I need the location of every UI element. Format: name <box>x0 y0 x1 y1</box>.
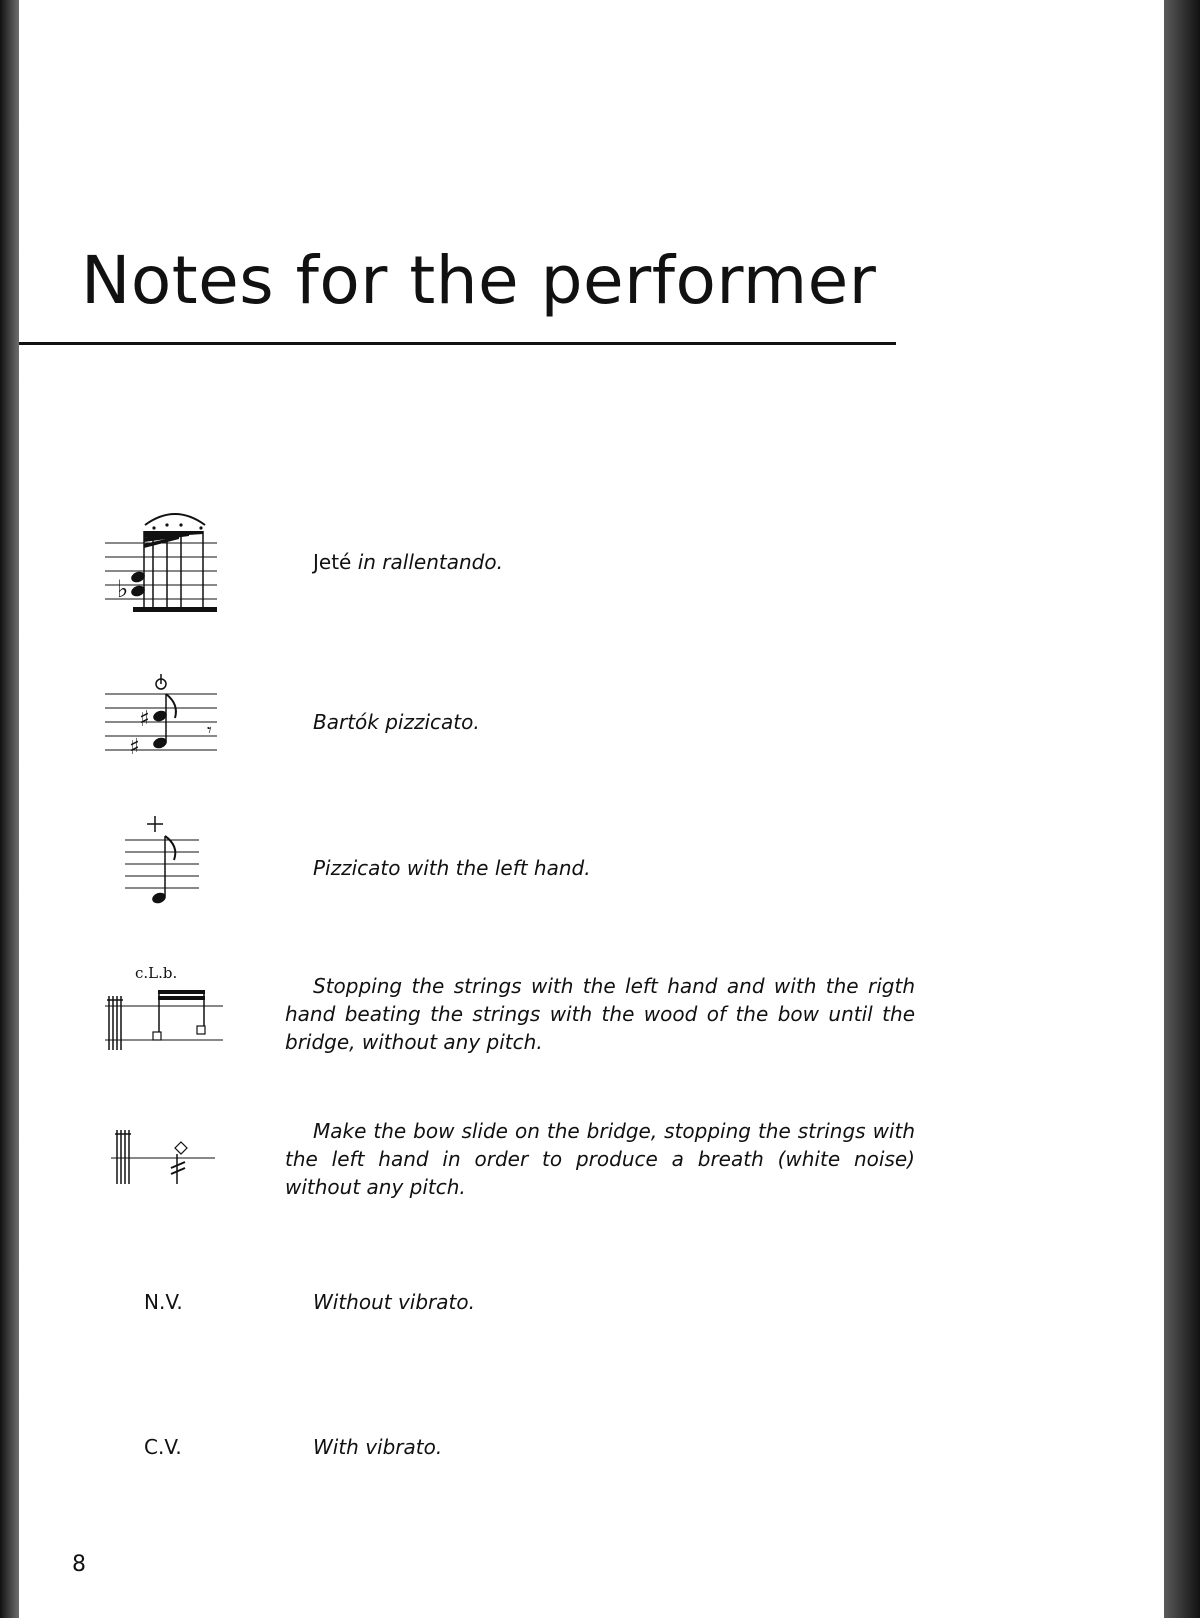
item-description: Pizzicato with the left hand. <box>313 856 591 880</box>
svg-text:♯: ♯ <box>129 735 140 760</box>
abbreviation-cv: C.V. <box>144 1435 182 1459</box>
svg-text:𝄾: 𝄾 <box>207 720 212 741</box>
page-title: Notes for the performer <box>81 242 877 319</box>
col-legno-battuto-notation-icon <box>99 960 239 1060</box>
item-description: With vibrato. <box>313 1435 443 1459</box>
left-hand-pizzicato-notation-icon <box>99 812 229 912</box>
item-description: Stopping the strings with the left hand and with the rigth hand beating the strings with the wood of the bow until the bridge, without any pitch. <box>285 974 915 1054</box>
bartok-pizzicato-notation-icon <box>99 670 229 770</box>
svg-text:♭: ♭ <box>117 575 129 603</box>
item-lead-word: Jeté <box>313 550 352 574</box>
bow-on-bridge-notation-icon <box>99 1120 239 1200</box>
title-underline <box>19 342 896 345</box>
item-description: Without vibrato. <box>313 1290 475 1314</box>
jete-notation-icon <box>99 505 229 635</box>
score-page <box>19 0 1164 1618</box>
item-description <box>285 548 915 576</box>
item-description: Make the bow slide on the bridge, stopping the strings with the left hand in order to produce a breath (white noise) without any pitch. <box>285 1119 915 1199</box>
svg-text:♯: ♯ <box>139 707 150 732</box>
page-number: 8 <box>72 1552 86 1577</box>
item-description: Bartók pizzicato. <box>313 710 480 734</box>
abbreviation-nv: N.V. <box>144 1290 183 1314</box>
item-description-text: in rallentando. <box>351 550 503 574</box>
symbol-label: c.L.b. <box>135 964 178 982</box>
